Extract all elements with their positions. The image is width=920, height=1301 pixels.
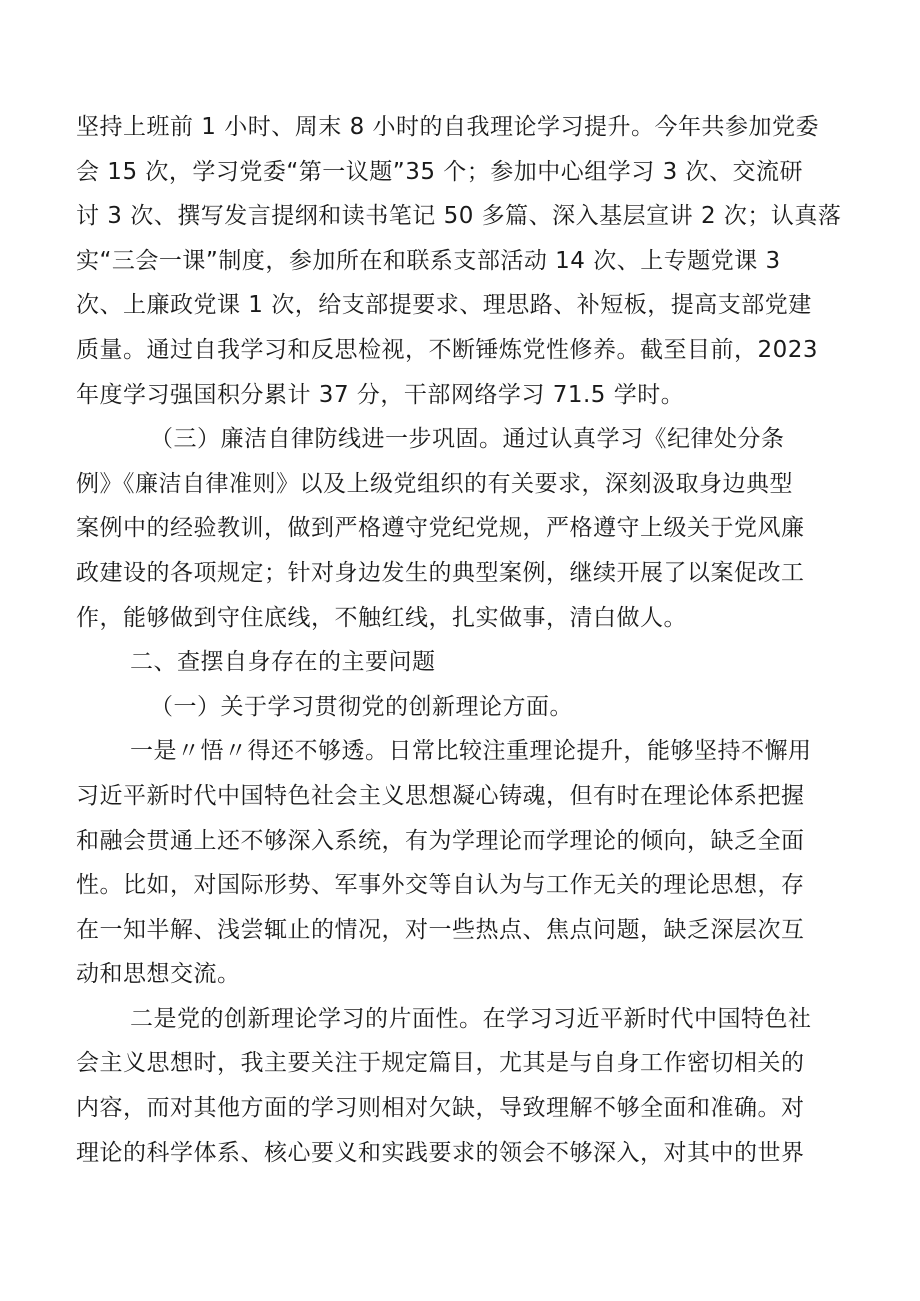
paragraph-1-line: 坚持上班前 1 小时、周末 8 小时的自我理论学习提升。今年共参加党委: [76, 114, 820, 140]
paragraph-4-line: 内容，而对其他方面的学习则相对欠缺，导致理解不够全面和准确。对: [76, 1095, 805, 1122]
paragraph-3-line: 性。比如，对国际形势、军事外交等自认为与工作无关的理论思想，存: [76, 872, 805, 899]
paragraph-2-line: 例》《廉洁自律准则》以及上级党组织的有关要求，深刻汲取身边典型: [76, 470, 793, 497]
paragraph-1-line: 会 15 次，学习党委“第一议题”35 个；参加中心组学习 3 次、交流研: [76, 158, 804, 185]
paragraph-1-line: 质量。通过自我学习和反思检视，不断锤炼党性修养。截至目前，2023: [76, 336, 819, 363]
paragraph-1-line: 实“三会一课”制度，参加所在和联系支部活动 14 次、上专题党课 3: [76, 247, 781, 274]
paragraph-4-line: 理论的科学体系、核心要义和实践要求的领会不够深入，对其中的世界: [76, 1139, 805, 1166]
paragraph-3-line: 在一知半解、浅尝辄止的情况，对一些热点、焦点问题，缺乏深层次互: [76, 916, 805, 943]
paragraph-2-line: 作，能够做到守住底线，不触红线，扎实做事，清白做人。: [76, 604, 687, 631]
paragraph-2-line: 政建设的各项规定；针对身边发生的典型案例，继续开展了以案促改工: [76, 559, 805, 586]
paragraph-4-line: 会主义思想时，我主要关注于规定篇目，尤其是与自身工作密切相关的: [76, 1050, 805, 1077]
paragraph-3-line: 习近平新时代中国特色社会主义思想凝心铸魂，但有时在理论体系把握: [76, 782, 805, 809]
paragraph-4-line: 二是党的创新理论学习的片面性。在学习习近平新时代中国特色社: [130, 1005, 812, 1032]
document-body: [76, 105, 856, 1175]
section-heading: 二、查摆自身存在的主要问题: [130, 649, 436, 676]
paragraph-3-line: 动和思想交流。: [76, 961, 241, 988]
subsection-heading: （一）关于学习贯彻党的创新理论方面。: [150, 693, 573, 720]
paragraph-3-line: 一是〃悟〃得还不够透。日常比较注重理论提升，能够坚持不懈用: [130, 738, 812, 765]
paragraph-2-line: （三）廉洁自律防线进一步巩固。通过认真学习《纪律处分条: [150, 426, 785, 453]
paragraph-1-line: 年度学习强国积分累计 37 分，干部网络学习 71.5 学时。: [76, 381, 685, 408]
paragraph-2-line: 案例中的经验教训，做到严格遵守党纪党规，严格遵守上级关于党风廉: [76, 515, 805, 542]
paragraph-1-line: 次、上廉政党课 1 次，给支部提要求、理思路、补短板，提高支部党建: [76, 292, 812, 319]
paragraph-1-line: 讨 3 次、撰写发言提纲和读书笔记 50 多篇、深入基层宣讲 2 次；认真落: [76, 203, 842, 230]
paragraph-3-line: 和融会贯通上还不够深入系统，有为学理论而学理论的倾向，缺乏全面: [76, 827, 805, 854]
